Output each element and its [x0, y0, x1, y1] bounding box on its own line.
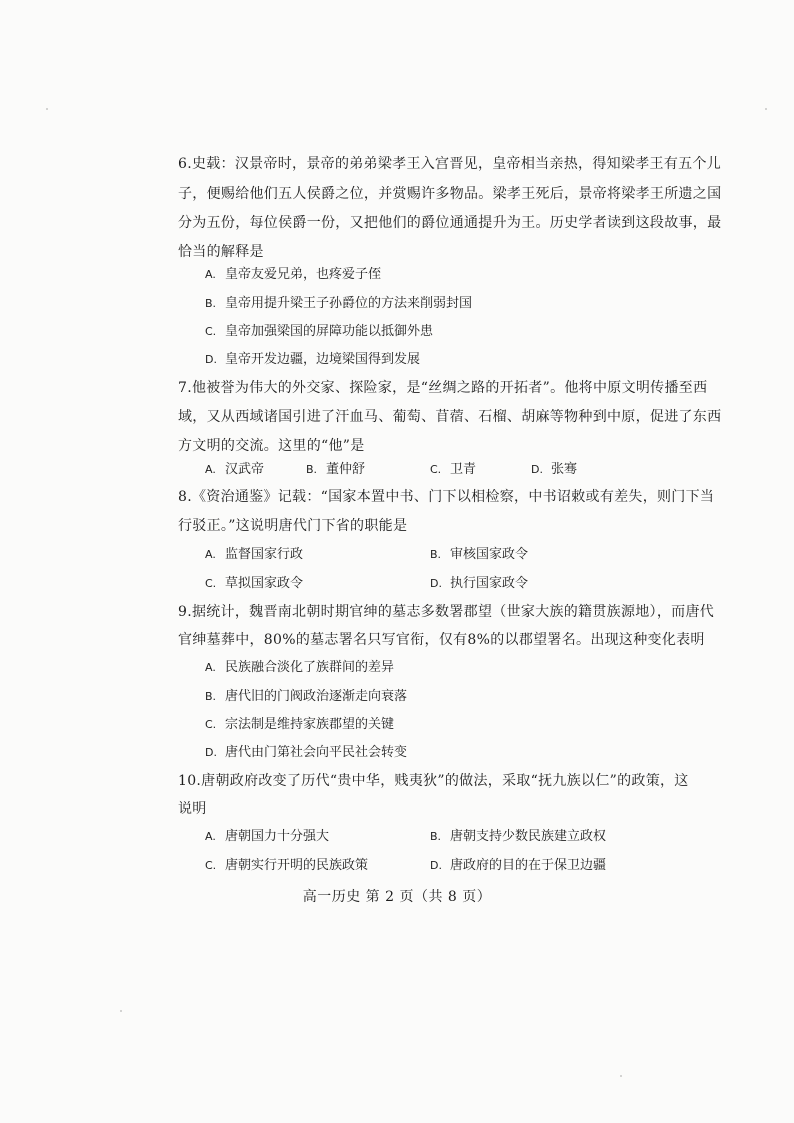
- option-letter: D.: [205, 353, 217, 366]
- question-10-option-b: [430, 828, 606, 846]
- option-text: 董仲舒: [326, 462, 366, 477]
- option-letter: C.: [205, 718, 217, 731]
- option-text: 张骞: [551, 462, 578, 477]
- option-letter: A.: [205, 548, 216, 561]
- question-6-option-a: [205, 266, 381, 284]
- option-letter: B.: [205, 690, 217, 703]
- option-letter: C.: [205, 859, 217, 872]
- question-6-line-1: 6.史载：汉景帝时，景帝的弟弟梁孝王入宫晋见，皇帝相当亲热，得知梁孝王有五个儿: [178, 156, 722, 172]
- question-6-option-d: [205, 351, 420, 369]
- option-text: 唐朝支持少数民族建立政权: [450, 829, 607, 844]
- question-7-line-1: 7.他被誉为伟大的外交家、探险家，是“丝绸之路的开拓者”。他将中原文明传播至西: [178, 380, 708, 396]
- option-text: 唐朝实行开明的民族政策: [225, 858, 369, 873]
- option-letter: B.: [205, 297, 217, 310]
- scan-speck: [46, 108, 48, 110]
- question-6-line-2: 子，便赐给他们五人侯爵之位，并赏赐许多物品。梁孝王死后，景帝将梁孝王所遗之国: [178, 186, 722, 202]
- option-text: 皇帝加强梁国的屏障功能以抵御外患: [225, 324, 434, 339]
- question-7-line-2: 域，又从西域诸国引进了汗血马、葡萄、苜蓿、石榴、胡麻等物种到中原，促进了东西: [178, 409, 722, 425]
- option-text: 监督国家行政: [225, 547, 304, 562]
- option-text: 民族融合淡化了族群间的差异: [225, 660, 395, 675]
- question-9-option-a: [205, 659, 394, 677]
- option-letter: C.: [205, 325, 217, 338]
- option-letter: B.: [430, 830, 442, 843]
- question-8-line-2: 行驳正。”这说明唐代门下省的职能是: [178, 518, 408, 534]
- question-9-option-b: [205, 688, 407, 706]
- question-10-option-c: [205, 857, 368, 875]
- option-text: 草拟国家政令: [225, 576, 304, 591]
- option-text: 唐代由门第社会向平民社会转变: [225, 745, 408, 760]
- option-letter: C.: [205, 577, 217, 590]
- option-letter: A.: [205, 661, 216, 674]
- option-letter: D.: [430, 859, 442, 872]
- question-10-line-2: 说明: [178, 801, 207, 817]
- option-text: 审核国家政令: [450, 547, 529, 562]
- option-letter: D.: [531, 463, 543, 476]
- option-text: 皇帝开发边疆，边境梁国得到发展: [225, 352, 421, 367]
- scan-speck: [620, 1075, 622, 1077]
- question-7-option-a: [205, 461, 264, 479]
- question-9-line-2: 官绅墓葬中，80%的墓志署名只写官衔，仅有8%的以郡望署名。出现这种变化表明: [178, 632, 705, 648]
- option-letter: A.: [205, 463, 216, 476]
- option-letter: C.: [430, 463, 442, 476]
- question-7-option-d: [531, 461, 577, 479]
- question-8-option-b: [430, 546, 528, 564]
- option-text: 皇帝友爱兄弟，也疼爱子侄: [225, 267, 382, 282]
- question-6-line-3: 分为五份，每位侯爵一份，又把他们的爵位通通提升为王。历史学者读到这段故事，最: [178, 215, 722, 231]
- question-6-option-c: [205, 323, 433, 341]
- option-letter: D.: [430, 577, 442, 590]
- question-9-option-d: [205, 744, 407, 762]
- option-text: 执行国家政令: [450, 576, 529, 591]
- option-letter: A.: [205, 830, 216, 843]
- option-letter: D.: [205, 746, 217, 759]
- question-8-option-c: [205, 575, 303, 593]
- question-8-option-a: [205, 546, 303, 564]
- option-text: 唐政府的目的在于保卫边疆: [450, 858, 607, 873]
- question-10-option-a: [205, 828, 329, 846]
- option-text: 唐朝国力十分强大: [225, 829, 330, 844]
- option-text: 皇帝用提升梁王子孙爵位的方法来削弱封国: [225, 296, 473, 311]
- option-letter: B.: [306, 463, 318, 476]
- option-text: 卫青: [450, 462, 477, 477]
- question-7-option-b: [306, 461, 365, 479]
- question-9-option-c: [205, 716, 394, 734]
- question-8-line-1: 8.《资治通鉴》记载：“国家本置中书、门下以相检察，中书诏敕或有差失，则门下当: [178, 489, 715, 505]
- question-10-line-1: 10.唐朝政府改变了历代“贵中华，贱夷狄”的做法，采取“抚九族以仁”的政策，这: [178, 773, 689, 789]
- scan-speck: [120, 1010, 122, 1012]
- question-7-option-c: [430, 461, 476, 479]
- scan-speck: [765, 108, 767, 110]
- option-letter: A.: [205, 268, 216, 281]
- question-9-line-1: 9.据统计，魏晋南北朝时期官绅的墓志多数署郡望（世家大族的籍贯族源地），而唐代: [178, 604, 715, 620]
- question-8-option-d: [430, 575, 528, 593]
- option-text: 唐代旧的门阀政治逐渐走向衰落: [225, 689, 408, 704]
- option-text: 汉武帝: [225, 462, 265, 477]
- page-footer: 高一历史 第 2 页（共 8 页）: [302, 889, 492, 905]
- option-letter: B.: [430, 548, 442, 561]
- option-text: 宗法制是维持家族郡望的关键: [225, 717, 395, 732]
- question-6-line-4: 恰当的解释是: [178, 244, 264, 260]
- question-6-option-b: [205, 295, 472, 313]
- question-7-line-3: 方文明的交流。这里的“他”是: [178, 438, 365, 454]
- question-10-option-d: [430, 857, 606, 875]
